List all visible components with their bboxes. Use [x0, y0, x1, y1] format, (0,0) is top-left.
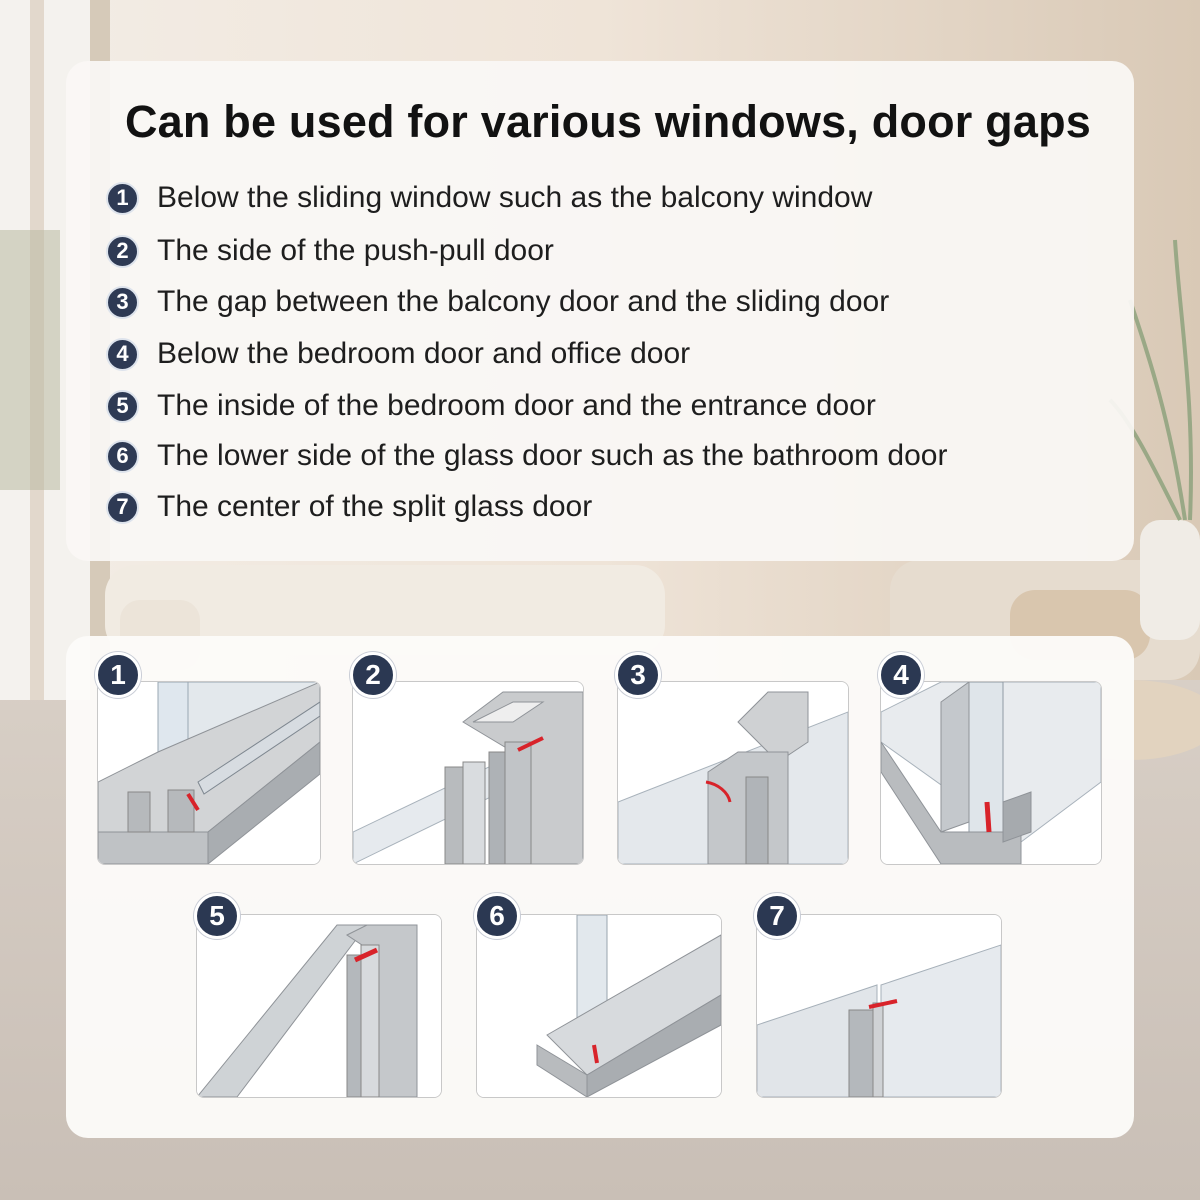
number-badge-6: 6: [106, 440, 139, 473]
number-badge-3: 3: [615, 652, 661, 698]
use-item: [106, 231, 554, 271]
use-text: Below the bedroom door and office door: [157, 337, 691, 370]
use-item: [106, 436, 947, 476]
illustration-door-frame-inside-seal: [196, 914, 442, 1098]
use-item: [106, 282, 889, 322]
use-text: The inside of the bedroom door and the entrance door: [157, 389, 876, 422]
illustration-glass-door-bottom-seal: [476, 914, 722, 1098]
use-text: The center of the split glass door: [157, 490, 593, 523]
number-badge-7: 7: [754, 893, 800, 939]
number-badge-5: 5: [194, 893, 240, 939]
illustration-window-track-seal: [97, 681, 321, 865]
use-text: Below the sliding window such as the balcony window: [157, 181, 873, 214]
use-text: The lower side of the glass door such as the bathroom door: [157, 439, 948, 472]
use-item: [106, 487, 592, 527]
number-badge-7: 7: [106, 491, 139, 524]
number-badge-2: 2: [350, 652, 396, 698]
number-badge-3: 3: [106, 286, 139, 319]
use-item: [106, 334, 690, 374]
number-badge-2: 2: [106, 235, 139, 268]
use-text: The gap between the balcony door and the sliding door: [157, 285, 890, 318]
number-badge-4: 4: [878, 652, 924, 698]
use-item: [106, 178, 872, 218]
headline: Can be used for various windows, door gaps: [124, 96, 1092, 147]
illustration-door-bottom-seal: [880, 681, 1102, 865]
number-badge-1: 1: [106, 182, 139, 215]
use-text: The side of the push-pull door: [157, 234, 554, 267]
number-badge-1: 1: [95, 652, 141, 698]
use-item: [106, 386, 876, 426]
number-badge-6: 6: [474, 893, 520, 939]
number-badge-4: 4: [106, 338, 139, 371]
illustration-door-side-seal: [352, 681, 584, 865]
illustration-sliding-door-gap-seal: [617, 681, 849, 865]
illustrations-card: [66, 636, 1134, 1138]
number-badge-5: 5: [106, 390, 139, 423]
illustration-split-glass-center-seal: [756, 914, 1002, 1098]
